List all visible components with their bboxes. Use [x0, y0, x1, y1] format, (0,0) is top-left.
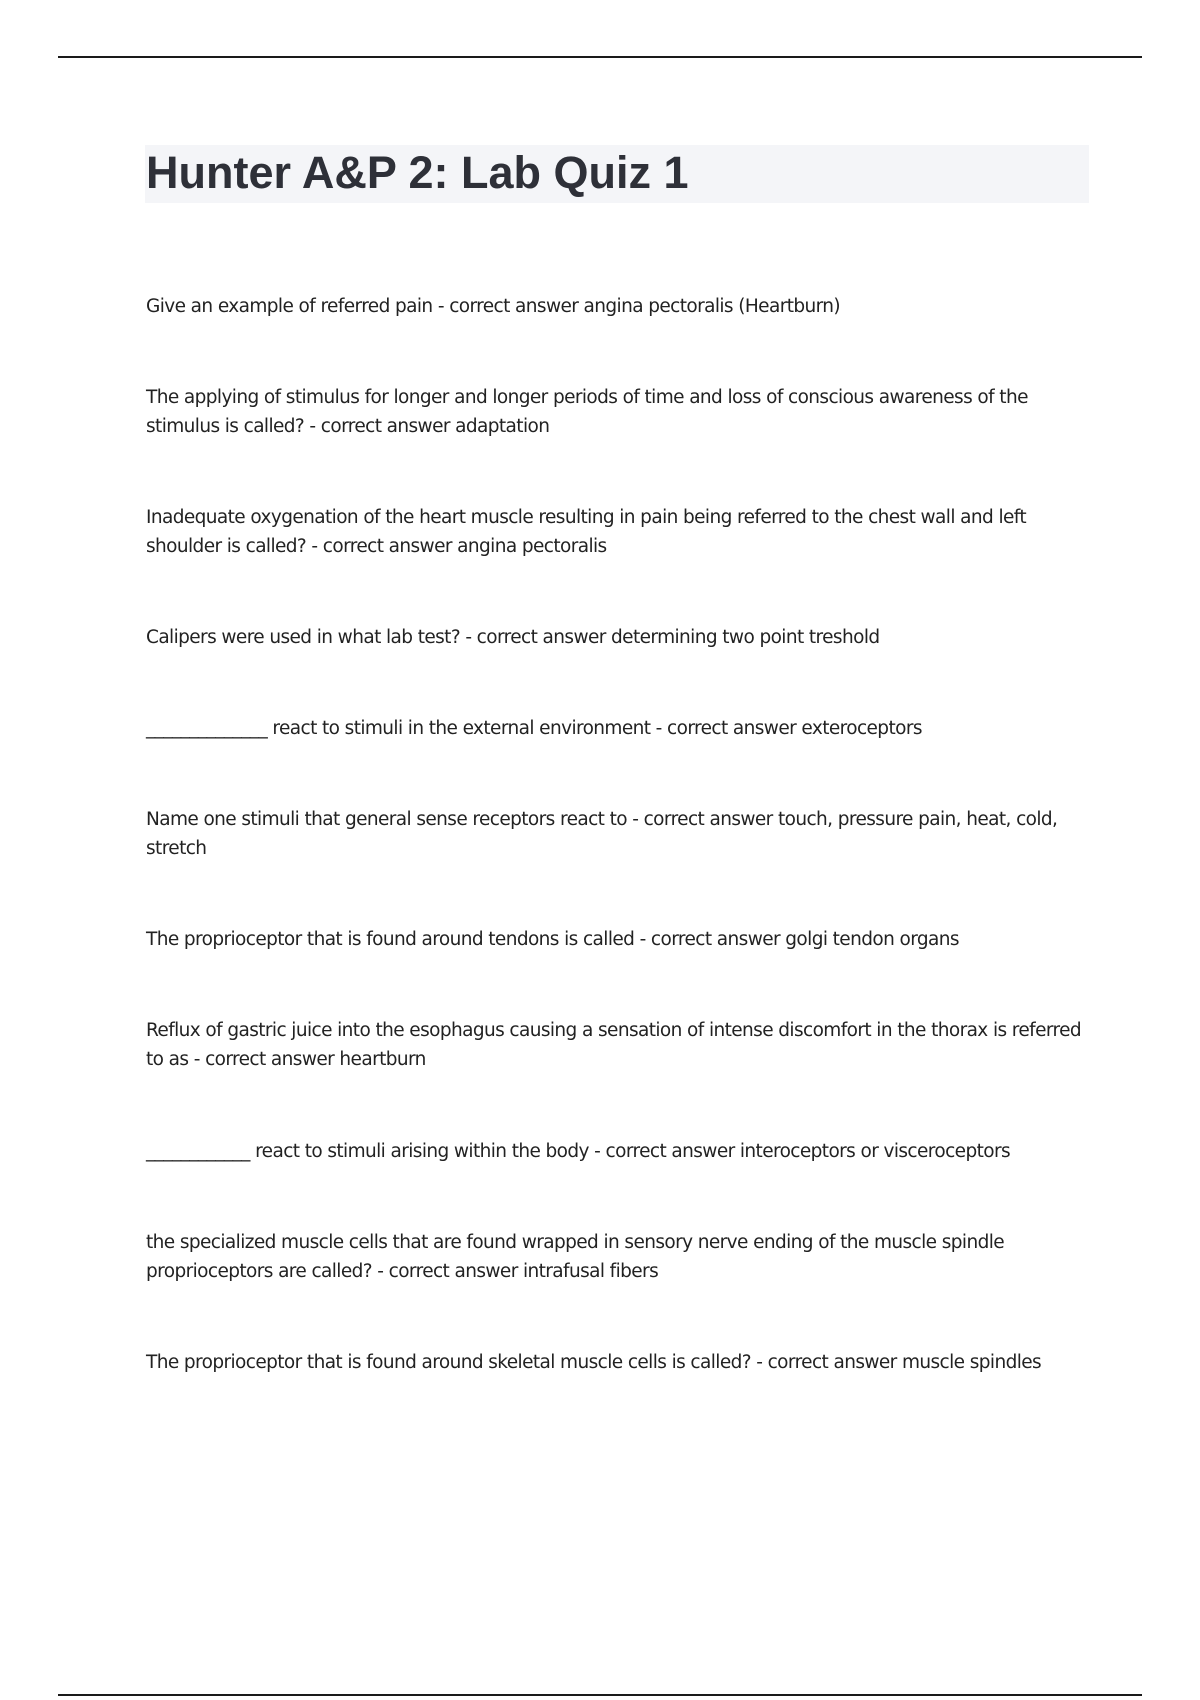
- qa-item-2: The applying of stimulus for longer and longer periods of time and loss of conscious awareness of the stimulus is called? - correct answer adaptation: [146, 387, 1028, 437]
- qa-item-11: The proprioceptor that is found around skeletal muscle cells is called? - correct answer muscle spindles: [146, 1352, 1042, 1373]
- qa-item-10: the specialized muscle cells that are found wrapped in sensory nerve ending of the muscle spindle proprioceptors are called? - correct answer intrafusal fibers: [146, 1232, 1005, 1282]
- qa-item-1: Give an example of referred pain - correct answer angina pectoralis (Heartburn): [146, 296, 841, 317]
- qa-item-3: Inadequate oxygenation of the heart muscle resulting in pain being referred to the chest wall and left shoulder is called? - correct answer angina pectoralis: [146, 507, 1027, 557]
- qa-item-6: Name one stimuli that general sense receptors react to - correct answer touch, pressure pain, heat, cold, stretch: [146, 809, 1058, 859]
- top-rule: [58, 56, 1142, 58]
- page-title: Hunter A&P 2: Lab Quiz 1: [146, 147, 689, 198]
- qa-item-9: ____________ react to stimuli arising within the body - correct answer interoceptors or visceroceptors: [146, 1141, 1011, 1162]
- qa-item-5: ______________ react to stimuli in the external environment - correct answer exteroceptors: [146, 718, 922, 739]
- bottom-rule: [58, 1694, 1142, 1696]
- qa-item-8: Reflux of gastric juice into the esophagus causing a sensation of intense discomfort in the thorax is referred to as - correct answer heartburn: [146, 1020, 1082, 1070]
- qa-item-7: The proprioceptor that is found around tendons is called - correct answer golgi tendon organs: [146, 929, 959, 950]
- qa-item-4: Calipers were used in what lab test? - correct answer determining two point treshold: [146, 627, 880, 648]
